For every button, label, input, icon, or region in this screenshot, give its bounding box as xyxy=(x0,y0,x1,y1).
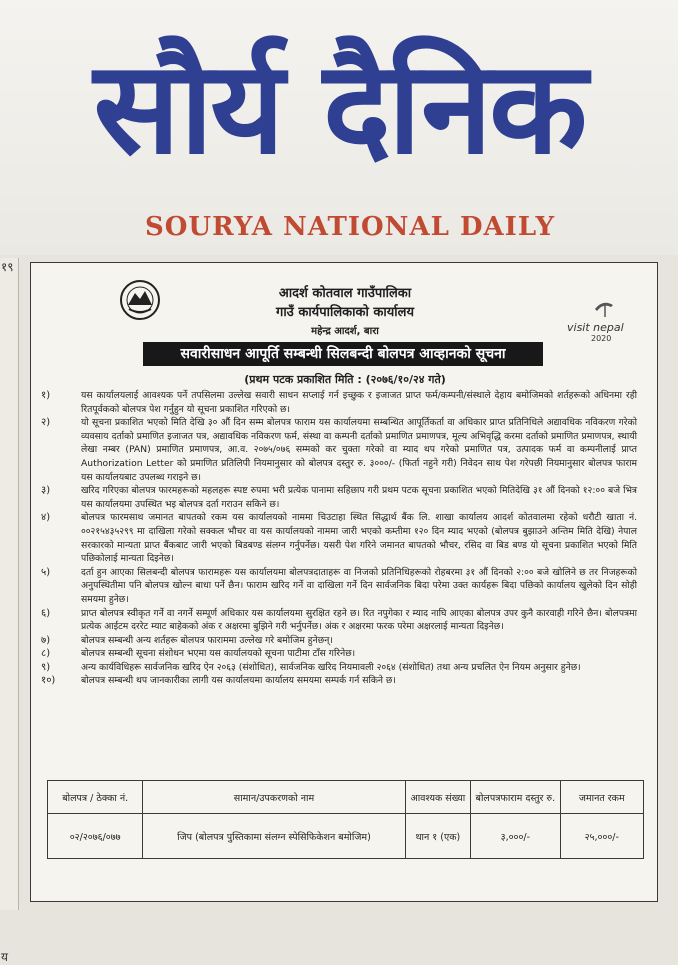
item-text: बोलपत्र सम्बन्धी थप जानकारीका लागी यस कार्यालयमा कार्यालय समयमा सम्पर्क गर्न सकिने छ। xyxy=(81,675,396,687)
contract-number-cell: ०२/२०७६/०७७ xyxy=(48,814,143,859)
svg-text:visit nepal: visit nepal xyxy=(567,321,624,334)
list-item xyxy=(31,511,659,565)
margin-glyph: १९ xyxy=(1,260,14,274)
tender-notice xyxy=(30,262,658,902)
list-item xyxy=(31,674,659,688)
list-item xyxy=(31,661,659,675)
masthead xyxy=(0,0,678,255)
adjacent-column-strip xyxy=(0,258,19,964)
item-number: ८) xyxy=(41,648,51,660)
office-subtitle: गाउँ कार्यपालिकाको कार्यालय xyxy=(276,305,414,320)
item-text: यस कार्यालयलाई आवश्यक पर्ने तपसिलमा उल्लेख सवारी साधन सप्लाई गर्न इच्छुक र इजाजत प्राप्त फर्म/कम्पनी/संस्थाले देहाय बमोजिमको शर्तहरूको अधिनमा रही रितपूर्वकको बोलपत्र पेश गर्नुहुन यो सूचना प्रकाशित गरिएको छ। xyxy=(81,390,637,415)
publication-date: (प्रथम पटक प्रकाशित मिति : (२०७६/१०/२४ गते) xyxy=(244,373,446,386)
item-text: बोलपत्र फारमसाथ जमानत बापतको रकम यस कार्यालयको नाममा चिउटाहा स्थित सिद्धार्थ बैंक लि. शाखा कार्यालय आदर्श कोतवालमा रहेको धरौटी खाता नं. ००२१५४३५२९९ मा दाखिला गरेको सक्कल भौचर वा यस कार्यालयको नाममा जारी भएको कम्तीमा १२० दिन म्याद भएको (बोलपत्र बुझाउने अन्तिम मिति देखि) नेपाल सरकारको मान्यता प्राप्त बैंकबाट जारी भएको बिडबण्ड संलग्न गर्नुपर्नेछ। यसरी पेश गरिने जमानत बापतको भौचर, रसिद वा बिड बण्ड यो सूचना प्रकाशित भएको मिति पछिकोलाई मान्यता दिइनेछ। xyxy=(81,512,637,565)
quantity-cell: थान १ (एक) xyxy=(405,814,471,859)
item-number: २) xyxy=(41,417,51,429)
column-header: बोलपत्रफाराम दस्तुर रु. xyxy=(471,781,560,814)
item-number: ९) xyxy=(41,661,51,673)
column-header: सामान/उपकरणको नाम xyxy=(143,781,405,814)
item-number: ६) xyxy=(41,607,51,619)
item-text: अन्य कार्यविधिहरू सार्वजनिक खरिद ऐन २०६३ (संशोधित), सार्वजनिक खरिद नियमावली २०६४ (संशोधित) तथा अन्य प्रचलित ऐन नियम अनुसार हुनेछ। xyxy=(81,661,581,673)
margin-glyph: य xyxy=(1,950,8,964)
item-number: १) xyxy=(41,390,51,401)
item-number: ७) xyxy=(41,634,51,646)
newspaper-title: सौर्य दैनिक xyxy=(93,34,585,183)
notice-terms xyxy=(31,389,659,688)
item-number: १०) xyxy=(41,675,56,687)
column-header: बोलपत्र / ठेक्का नं. xyxy=(48,781,143,814)
item-text: प्राप्त बोलपत्र स्वीकृत गर्ने वा नगर्ने सम्पूर्ण अधिकार यस कार्यालयमा सुरक्षित रहने छ। रित नपुगेका र म्याद नाघि आएका बोलपत्र उपर कुनै कारवाही गरिने छैन। बोलपत्रमा प्रत्येक आईटम दररेट म्याट बाहेकको अंक र अक्षरमा बुझिने गरी भर्नुपर्नेछ। अंक र अक्षरमा फरक परेमा अक्षरलाई मान्यता दिइनेछ। xyxy=(81,607,637,633)
list-item xyxy=(31,566,659,607)
item-text: बोलपत्र सम्बन्धी सूचना संशोधन भएमा यस कार्यालयको सूचना पाटीमा टाँस गरिनेछ। xyxy=(81,648,356,660)
item-text: यो सूचना प्रकाशित भएको मिति देखि ३० औं दिन सम्म बोलपत्र फाराम यस कार्यालयमा सम्बन्धित आपूर्तिकर्ता वा अधिकार प्राप्त प्रतिनिधिले अद्यावधिक नविकरण गरेको व्यवसाय दर्ताको प्रमाणित इजाजत पत्र, अद्यावधिक नविकरण फर्म, संस्था वा कम्पनी दर्ताको प्रमाणित प्रमाणपत्र, मूल्य अभिवृद्धि करमा दर्ताको प्रमाणित प्रमाणपत्र, स्थायी लेखा नम्बर (PAN) प्रमाणित प्रमाणपत्र, आ.व. २०७५/०७६ सम्मको कर चुक्ता गरेको वा म्याद थप गरेको प्रमाणित पत्र, उत्पादक फर्म वा कम्पनीलाई प्राप्त Authorization Letter को प्रमाणित प्रतिलिपी नियमानुसार को बोलपत्र दस्तुर रु. ३०००/- (फिर्ता नहुने गरी) निवेदन साथ पेश गरेपछी नियमानुसार बोलपत्र फाराम यस कार्यालयबाट उपलब्ध गराइने छ। xyxy=(81,417,637,483)
table-row xyxy=(48,814,644,859)
column-header: जमानत रकम xyxy=(560,781,643,814)
table-header-row xyxy=(48,781,644,814)
form-fee-cell: ३,०००/- xyxy=(471,814,560,859)
list-item xyxy=(31,389,659,416)
list-item xyxy=(31,647,659,661)
notice-title: सवारीसाधन आपूर्ति सम्बन्धी सिलबन्दी बोलपत्र आव्हानको सूचना xyxy=(143,342,543,366)
tender-table xyxy=(47,780,644,859)
office-address: महेन्द्र आदर्श, बारा xyxy=(311,326,379,337)
column-header: आवश्यक संख्या xyxy=(405,781,471,814)
newspaper-subtitle: SOURYA NATIONAL DAILY xyxy=(144,212,556,242)
visit-nepal-logo-icon xyxy=(565,295,633,345)
list-item xyxy=(31,416,659,484)
item-text: बोलपत्र सम्बन्धी अन्य शर्तहरू बोलपत्र फाराममा उल्लेख गरे बमोजिम हुनेछन्। xyxy=(81,634,333,646)
list-item xyxy=(31,484,659,511)
item-text: दर्ता हुन आएका सिलबन्दी बोलपत्र फारामहरू यस कार्यालयमा बोलपत्रदाताहरू वा निजको प्रतिनिधिहरूको रोहबरमा ३१ औं दिनको २:०० बजे खोलिने छ तर निजहरूको अनुपस्थितीमा पनि बोलपत्र खोल्न बाधा पर्ने छैन। फाराम खरिद गर्ने वा दाखिला गर्ने दिन सार्वजनिक बिदा परेमा उक्त कार्यहरू बिदा पछिको कार्यालय खुलेको दिन सोही समयमा हुनेछ। xyxy=(81,566,637,605)
item-number: ४) xyxy=(41,512,51,524)
svg-text:2020: 2020 xyxy=(591,334,612,343)
security-amount-cell: २५,०००/- xyxy=(560,814,643,859)
item-number: ५) xyxy=(41,566,51,578)
office-name: आदर्श कोतवाल गाउँपालिका xyxy=(278,286,412,301)
item-name-cell: जिप (बोलपत्र पुस्तिकामा संलग्न स्पेसिफिकेशन बमोजिम) xyxy=(143,814,405,859)
list-item xyxy=(31,607,659,634)
list-item xyxy=(31,634,659,648)
item-text: खरिद गरिएका बोलपत्र फारमहरूको महलहरू स्पष्ट रुपमा भरी प्रत्येक पानामा सहिछाप गरी प्रथम पटक सूचना प्रकाशित भएको मितिदेखि ३१ औं दिनको १२:०० बजे भित्र यस कार्यालयमा उपस्थित भइ बोलपत्र दर्ता गराउन सकिने छ। xyxy=(81,485,637,510)
item-number: ३) xyxy=(41,485,51,497)
